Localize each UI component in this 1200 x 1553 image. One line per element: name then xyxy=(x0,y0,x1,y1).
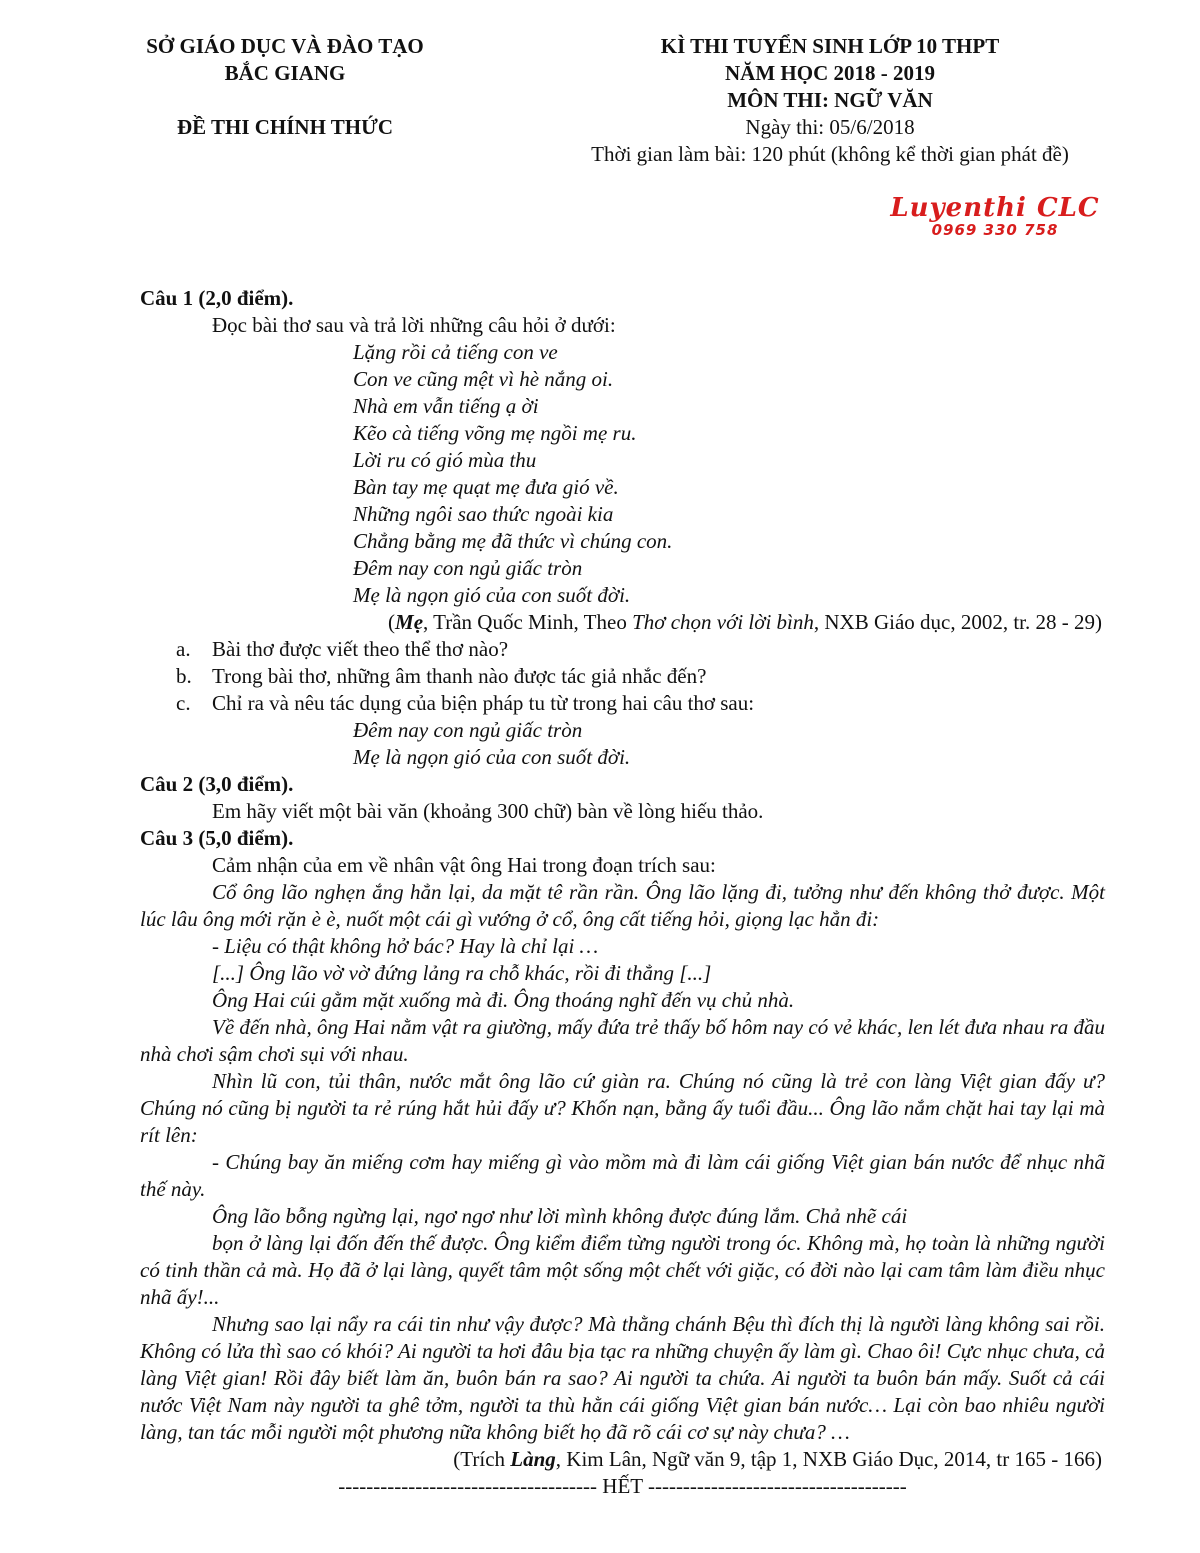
poem-line: Những ngôi sao thức ngoài kia xyxy=(353,502,614,526)
province-name: BẮC GIANG xyxy=(224,61,346,85)
poem-title: Mẹ xyxy=(395,610,424,634)
poem-line: Đêm nay con ngủ giấc tròn xyxy=(353,556,583,580)
question-1-item-c: c. Chỉ ra và nêu tác dụng của biện pháp tu từ trong hai câu thơ sau: xyxy=(176,691,755,715)
department-name: SỞ GIÁO DỤC VÀ ĐÀO TẠO xyxy=(146,34,424,58)
header-left xyxy=(110,33,460,141)
subject: MÔN THI: NGỮ VĂN xyxy=(727,88,933,112)
brand-name: Luyenthi CLC xyxy=(890,193,1100,223)
poem-source: (Mẹ, Trần Quốc Minh, Theo Thơ chọn với lời bình, NXB Giáo dục, 2002, tr. 28 - 29) xyxy=(388,610,1102,634)
official-exam-label: ĐỀ THI CHÍNH THỨC xyxy=(176,115,394,139)
question-2-title: Câu 2 (3,0 điểm). xyxy=(140,772,294,796)
question-1-item-b: b. Trong bài thơ, những âm thanh nào được tác giả nhắc đến? xyxy=(176,664,707,688)
excerpt-title: Làng xyxy=(510,1447,556,1471)
excerpt-paragraph: Ông Hai cúi gằm mặt xuống mà đi. Ông thoáng nghĩ đến vụ chủ nhà. xyxy=(212,988,795,1012)
poem-line: Kẽo cà tiếng võng mẹ ngồi mẹ ru. xyxy=(353,421,637,445)
excerpt-paragraph: - Liệu có thật không hở bác? Hay là chỉ lại … xyxy=(212,934,599,958)
question-3-instruction: Cảm nhận của em về nhân vật ông Hai trong đoạn trích sau: xyxy=(212,853,716,877)
exam-title: KÌ THI TUYỂN SINH LỚP 10 THPT xyxy=(660,34,1000,58)
question-3-title: Câu 3 (5,0 điểm). xyxy=(140,826,294,850)
poem-line: Lời ru có gió mùa thu xyxy=(353,448,537,472)
brand-watermark xyxy=(880,194,1110,238)
poem-line: Mẹ là ngọn gió của con suốt đời. xyxy=(353,583,631,607)
excerpt-paragraph: Về đến nhà, ông Hai nằm vật ra giường, mấy đứa trẻ thấy bố hôm nay có vẻ khác, len lét đưa nhau ra đầu nhà chơi sậm chơi sụi với nhau. xyxy=(140,1015,1105,1066)
poem-line: Bàn tay mẹ quạt mẹ đưa gió về. xyxy=(353,475,619,499)
excerpt-paragraph: Nhưng sao lại nẩy ra cái tin như vậy được? Mà thằng chánh Bệu thì đích thị là người làng không sai rồi. Không có lửa thì sao có khói? Ai người ta hơi đâu bịa tạc ra những chuyện ấy làm gì. Chao ôi! Cực nhục chưa, cả làng Việt gian! Rồi đây biết làm ăn, buôn bán ra sao? Ai người ta chứa. Ai người ta buôn bán mấy. Suốt cả cái nước Việt Nam này người ta ghê tởm, người ta thù hằn cái giống Việt gian bán nước… Lại còn bao nhiêu người làng, tan tác mỗi người một phương nữa không biết họ đã rõ cái cơ sự này chưa? … xyxy=(140,1312,1105,1444)
quoted-line: Mẹ là ngọn gió của con suốt đời. xyxy=(353,745,631,769)
excerpt-paragraph: Cổ ông lão nghẹn ắng hẳn lại, da mặt tê rần rần. Ông lão lặng đi, tưởng như đến không thở được. Một lúc lâu ông mới rặn è è, nuốt một cái gì vướng ở cổ, ông cất tiếng hỏi, giọng lạc hẳn đi: xyxy=(140,880,1105,931)
end-marker: ------------------------------------- HẾT ------------------------------------- xyxy=(338,1474,907,1498)
exam-date: Ngày thi: 05/6/2018 xyxy=(745,115,915,139)
poem-line: Con ve cũng mệt vì hè nắng oi. xyxy=(353,367,614,391)
question-1-title: Câu 1 (2,0 điểm). xyxy=(140,286,294,310)
excerpt xyxy=(140,879,1105,1446)
excerpt-source: (Trích Làng, Kim Lân, Ngữ văn 9, tập 1, NXB Giáo Dục, 2014, tr 165 - 166) xyxy=(453,1447,1102,1471)
question-2-text: Em hãy viết một bài văn (khoảng 300 chữ) bàn về lòng hiếu thảo. xyxy=(212,799,764,823)
school-year: NĂM HỌC 2018 - 2019 xyxy=(725,61,935,85)
poem-line: Nhà em vẫn tiếng ạ ời xyxy=(353,394,539,418)
brand-phone: 0969 330 758 xyxy=(931,221,1059,239)
poem-line: Lặng rồi cả tiếng con ve xyxy=(353,340,558,364)
poem-line: Chẳng bằng mẹ đã thức vì chúng con. xyxy=(353,529,673,553)
question-1-item-a: a. Bài thơ được viết theo thể thơ nào? xyxy=(176,637,509,661)
header-right xyxy=(540,33,1120,168)
exam-content xyxy=(140,285,1105,1500)
excerpt-paragraph: [...] Ông lão vờ vờ đứng lảng ra chỗ khác, rồi đi thẳng [...] xyxy=(212,961,712,985)
excerpt-paragraph: - Chúng bay ăn miếng cơm hay miếng gì vào mồm mà đi làm cái giống Việt gian bán nước để nhục nhã thế này. xyxy=(140,1150,1105,1201)
excerpt-paragraph: bọn ở làng lại đốn đến thế được. Ông kiểm điểm từng người trong óc. Không mà, họ toàn là những người có tinh thần cả mà. Họ đã ở lại làng, quyết tâm một sống một chết với giặc, có đời nào lại cam tâm làm điều nhục nhã ấy!... xyxy=(140,1231,1105,1309)
exam-duration: Thời gian làm bài: 120 phút (không kể thời gian phát đề) xyxy=(591,142,1069,166)
question-1-instruction: Đọc bài thơ sau và trả lời những câu hỏi ở dưới: xyxy=(212,313,616,337)
poem xyxy=(140,339,1105,609)
quoted-line: Đêm nay con ngủ giấc tròn xyxy=(353,718,583,742)
excerpt-paragraph: Nhìn lũ con, tủi thân, nước mắt ông lão cứ giàn ra. Chúng nó cũng là trẻ con làng Việt gian đấy ư? Chúng nó cũng bị người ta rẻ rúng hắt hủi đấy ư? Khốn nạn, bằng ấy tuổi đầu... Ông lão nắm chặt hai tay lại mà rít lên: xyxy=(140,1069,1105,1147)
poem-book: Thơ chọn với lời bình xyxy=(632,610,814,634)
excerpt-paragraph: Ông lão bỗng ngừng lại, ngơ ngơ như lời mình không được đúng lắm. Chả nhẽ cái xyxy=(212,1204,908,1228)
